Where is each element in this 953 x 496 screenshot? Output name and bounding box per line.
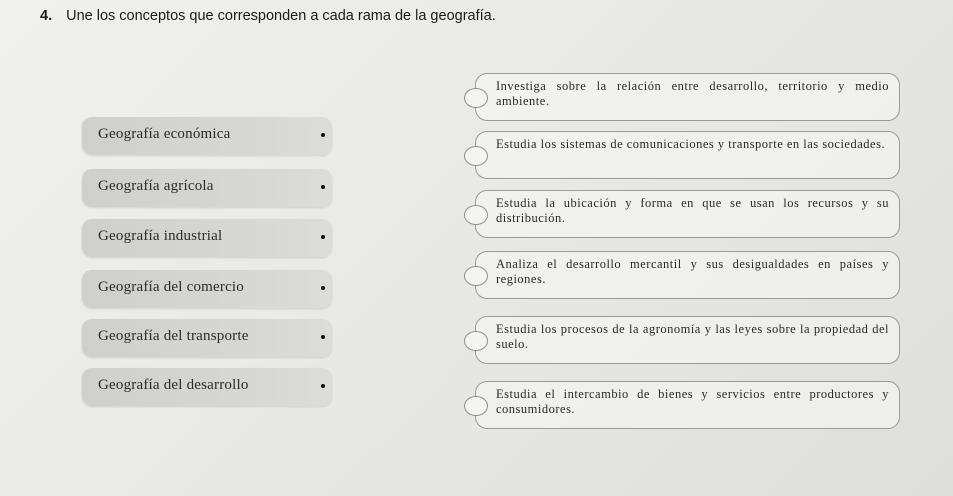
concept-box[interactable] xyxy=(82,169,332,207)
match-bubble[interactable] xyxy=(464,266,488,286)
concept-label: Geografía del comercio xyxy=(98,279,244,295)
concept-box[interactable] xyxy=(82,219,332,257)
definition-text: Investiga sobre la relación entre desarrollo, territorio y medio ambiente. xyxy=(496,79,889,108)
concept-label: Geografía del desarrollo xyxy=(98,377,249,393)
definition-box[interactable] xyxy=(475,131,900,179)
definition-text: Estudia los sistemas de comunicaciones y transporte en las sociedades. xyxy=(496,137,886,151)
question-text: Une los conceptos que corresponden a cada rama de la geografía. xyxy=(66,8,496,24)
match-dot[interactable] xyxy=(321,335,325,339)
match-dot[interactable] xyxy=(321,286,325,290)
definition-box[interactable] xyxy=(475,251,900,299)
concept-box[interactable] xyxy=(82,117,332,155)
match-dot[interactable] xyxy=(321,235,325,239)
question-number: 4. xyxy=(40,8,53,24)
concept-label: Geografía del transporte xyxy=(98,328,249,344)
concept-label: Geografía agrícola xyxy=(98,178,214,194)
definition-text: Analiza el desarrollo mercantil y sus desigualdades en países y regiones. xyxy=(496,257,889,286)
match-bubble[interactable] xyxy=(464,88,488,108)
match-bubble[interactable] xyxy=(464,331,488,351)
definition-text: Estudia los procesos de la agronomía y las leyes sobre la propiedad del suelo. xyxy=(496,322,889,351)
match-dot[interactable] xyxy=(321,185,325,189)
match-bubble[interactable] xyxy=(464,146,488,166)
concept-box[interactable] xyxy=(82,319,332,357)
concept-label: Geografía industrial xyxy=(98,228,223,244)
concept-box[interactable] xyxy=(82,270,332,308)
concept-box[interactable] xyxy=(82,368,332,406)
definition-box[interactable] xyxy=(475,73,900,121)
match-bubble[interactable] xyxy=(464,396,488,416)
definition-text: Estudia la ubicación y forma en que se usan los recursos y su distribución. xyxy=(496,196,889,225)
definition-box[interactable] xyxy=(475,316,900,364)
match-dot[interactable] xyxy=(321,133,325,137)
concept-label: Geografía económica xyxy=(98,126,231,142)
match-dot[interactable] xyxy=(321,384,325,388)
definition-box[interactable] xyxy=(475,381,900,429)
match-bubble[interactable] xyxy=(464,205,488,225)
question-heading xyxy=(40,8,496,24)
definition-box[interactable] xyxy=(475,190,900,238)
definition-text: Estudia el intercambio de bienes y servicios entre productores y consumidores. xyxy=(496,387,889,416)
